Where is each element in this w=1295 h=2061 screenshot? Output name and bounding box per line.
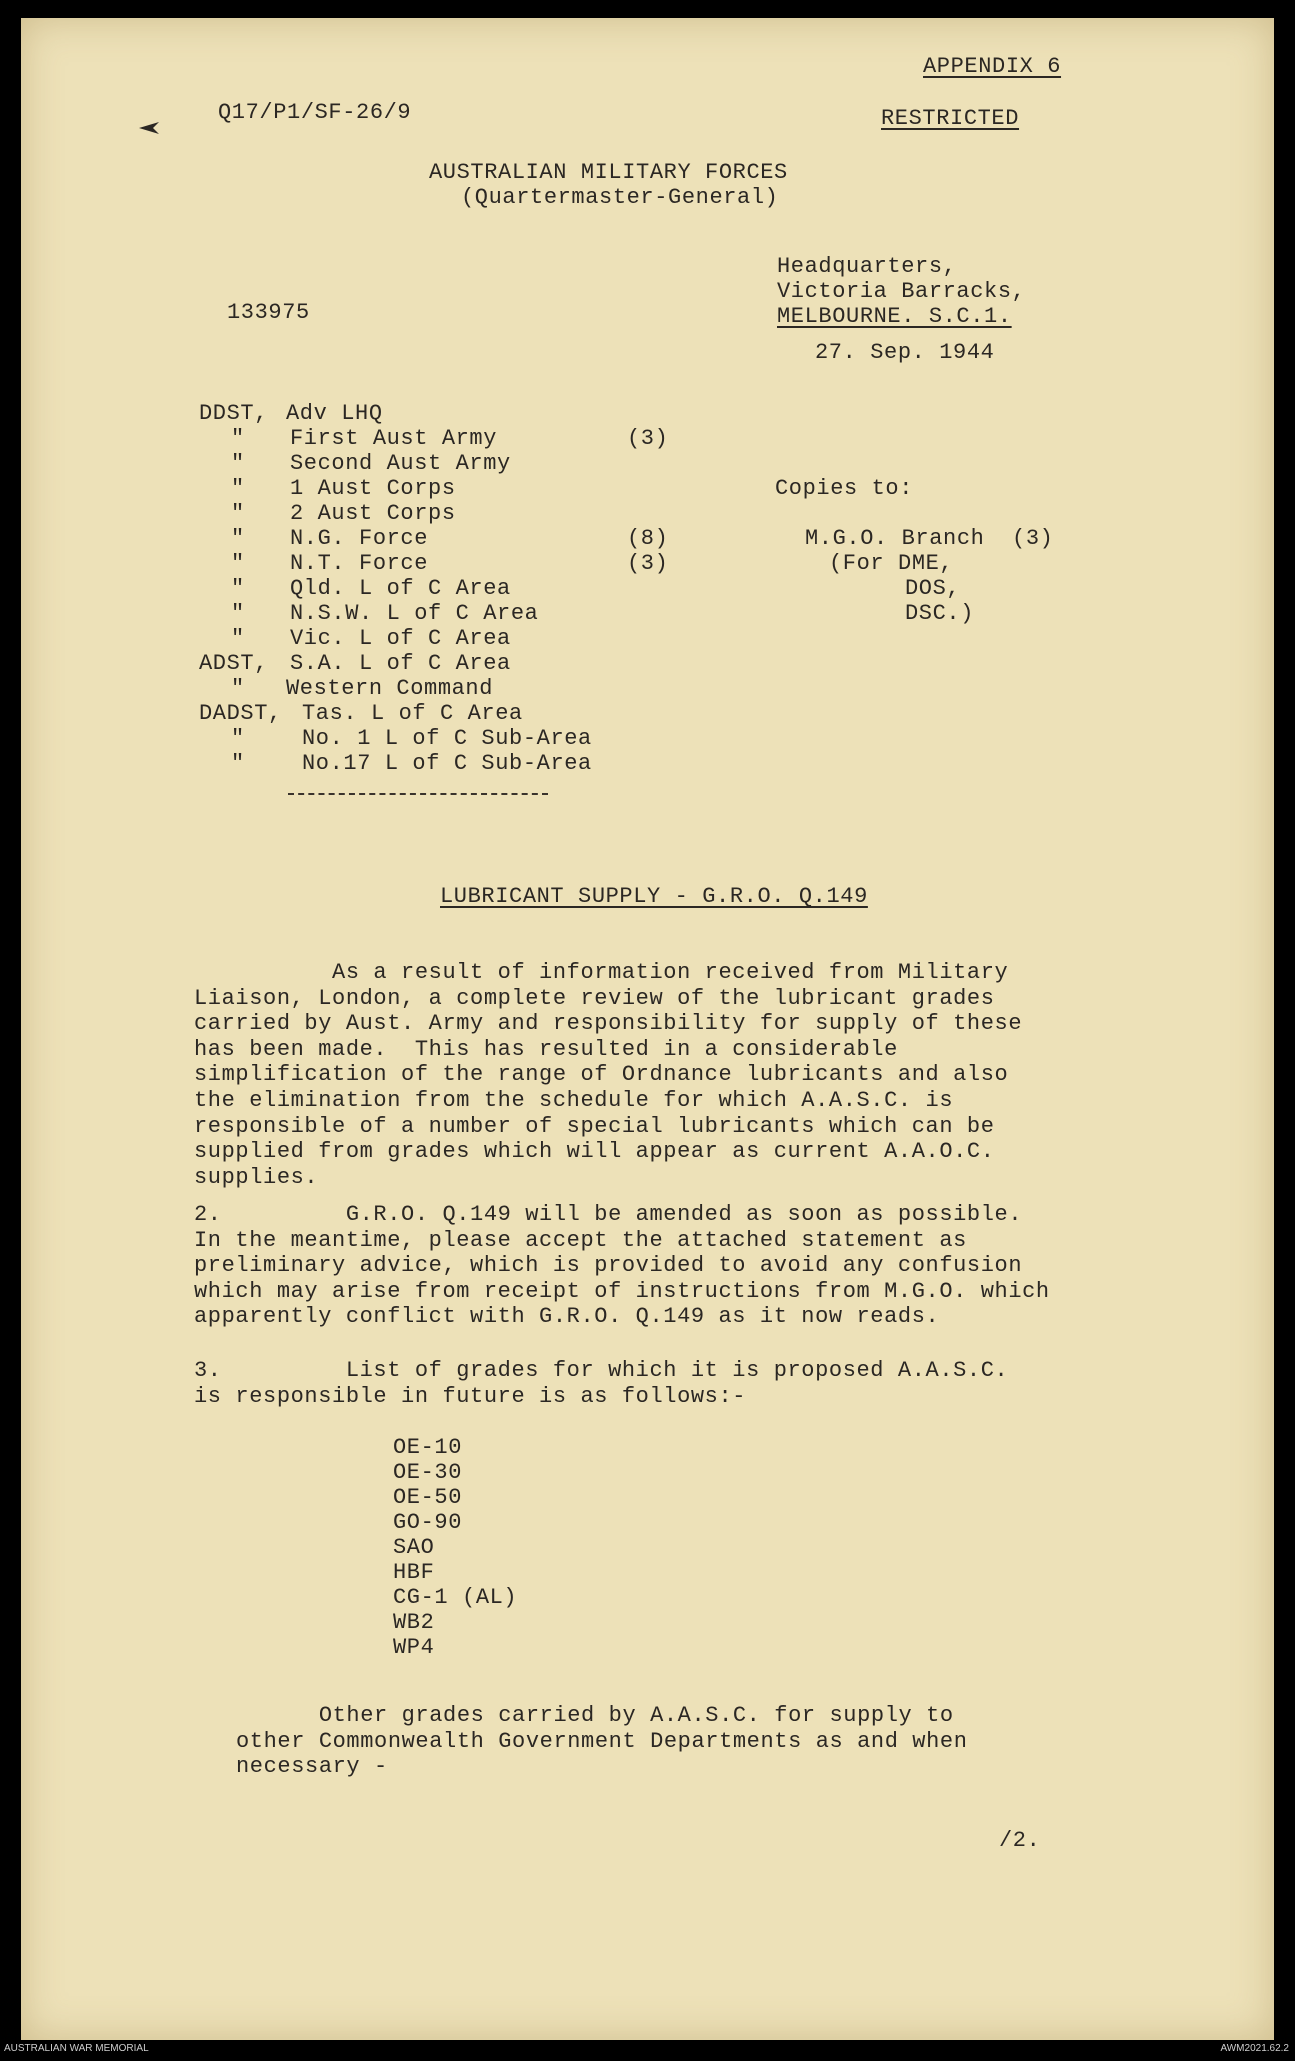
distribution-prefix: ADST, xyxy=(199,651,269,676)
distribution-count: (8) xyxy=(627,526,669,551)
copies-heading: Copies to: xyxy=(775,476,914,501)
page-continuation: /2. xyxy=(999,1828,1041,1853)
distribution-divider xyxy=(288,793,548,795)
footer-left: AUSTRALIAN WAR MEMORIAL xyxy=(4,2043,149,2054)
distribution-prefix: " xyxy=(231,526,245,551)
grade-item: CG-1 (AL) xyxy=(393,1585,518,1610)
address-line-2: Victoria Barracks, xyxy=(777,279,1026,304)
address-line-3: MELBOURNE. S.C.1. xyxy=(777,304,1012,329)
file-reference: Q17/P1/SF-26/9 xyxy=(218,100,412,125)
distribution-name: N.T. Force xyxy=(290,551,429,576)
distribution-prefix: " xyxy=(231,676,245,701)
subject-heading: LUBRICANT SUPPLY - G.R.O. Q.149 xyxy=(440,884,868,909)
org-subtitle: (Quartermaster-General) xyxy=(461,185,779,210)
distribution-name: Vic. L of C Area xyxy=(290,626,511,651)
distribution-count: (3) xyxy=(627,551,669,576)
distribution-prefix: " xyxy=(231,426,245,451)
distribution-name: Qld. L of C Area xyxy=(290,576,511,601)
distribution-name: No.17 L of C Sub-Area xyxy=(302,751,592,776)
classification-label: RESTRICTED xyxy=(881,106,1020,131)
appendix-label: APPENDIX 6 xyxy=(923,54,1062,79)
grade-item: HBF xyxy=(393,1560,435,1585)
document-number: 133975 xyxy=(227,300,310,325)
distribution-name: Adv LHQ xyxy=(286,401,383,426)
distribution-count: (3) xyxy=(627,426,669,451)
distribution-prefix: " xyxy=(231,476,245,501)
distribution-name: S.A. L of C Area xyxy=(290,651,511,676)
distribution-prefix: DADST, xyxy=(199,701,282,726)
distribution-name: N.G. Force xyxy=(290,526,429,551)
copies-line: (For DME, xyxy=(829,551,954,576)
document-page xyxy=(21,18,1274,2040)
address-line-1: Headquarters, xyxy=(777,254,957,279)
distribution-prefix: " xyxy=(231,626,245,651)
grade-item: GO-90 xyxy=(393,1510,463,1535)
distribution-name: Second Aust Army xyxy=(290,451,511,476)
distribution-prefix: " xyxy=(231,451,245,476)
grade-item: WB2 xyxy=(393,1610,435,1635)
footer-right: AWM2021.62.2 xyxy=(1220,2043,1289,2054)
paragraph-1: As a result of information received from Military Liaison, London, a complete review of the lubricant grades carried by Aust. Army and responsibility for supply of these has been made. This has resulted in a considerable simplification of the range of Ordnance lubricants and also the elimination from the schedule for which A.A.S.C. is responsible of a number of special lubricants which can be supplied from grades which will appear as current A.A.O.C. supplies. xyxy=(194,960,1023,1190)
distribution-prefix: " xyxy=(231,601,245,626)
distribution-prefix: " xyxy=(231,751,245,776)
grade-item: OE-30 xyxy=(393,1460,463,1485)
copies-line: DSC.) xyxy=(905,601,975,626)
distribution-name: Tas. L of C Area xyxy=(302,701,523,726)
distribution-name: No. 1 L of C Sub-Area xyxy=(302,726,592,751)
grade-item: OE-10 xyxy=(393,1435,463,1460)
distribution-name: 2 Aust Corps xyxy=(290,501,456,526)
paragraph-4: Other grades carried by A.A.S.C. for supply to other Commonwealth Government Departments as and when necessary - xyxy=(236,1703,968,1780)
distribution-prefix: " xyxy=(231,551,245,576)
distribution-name: First Aust Army xyxy=(290,426,498,451)
document-date: 27. Sep. 1944 xyxy=(815,340,995,365)
distribution-prefix: " xyxy=(231,576,245,601)
org-title: AUSTRALIAN MILITARY FORCES xyxy=(429,160,788,185)
copies-line: M.G.O. Branch (3) xyxy=(805,526,1054,551)
distribution-prefix: " xyxy=(231,501,245,526)
paragraph-2: 2. G.R.O. Q.149 will be amended as soon as possible. In the meantime, please accept the attached statement as preliminary advice, which is provided to avoid any confusion which may arise from receipt of instructions from M.G.O. which apparently conflict with G.R.O. Q.149 as it now reads. xyxy=(194,1202,1050,1330)
grade-item: OE-50 xyxy=(393,1485,463,1510)
distribution-prefix: DDST, xyxy=(199,401,269,426)
paragraph-3: 3. List of grades for which it is proposed A.A.S.C. is responsible in future is as follows:- xyxy=(194,1358,1009,1409)
distribution-prefix: " xyxy=(231,726,245,751)
distribution-name: N.S.W. L of C Area xyxy=(290,601,539,626)
grade-item: WP4 xyxy=(393,1635,435,1660)
distribution-name: 1 Aust Corps xyxy=(290,476,456,501)
grade-item: SAO xyxy=(393,1535,435,1560)
copies-line: DOS, xyxy=(905,576,961,601)
arrow-mark-icon xyxy=(137,118,167,140)
distribution-name: Western Command xyxy=(286,676,494,701)
